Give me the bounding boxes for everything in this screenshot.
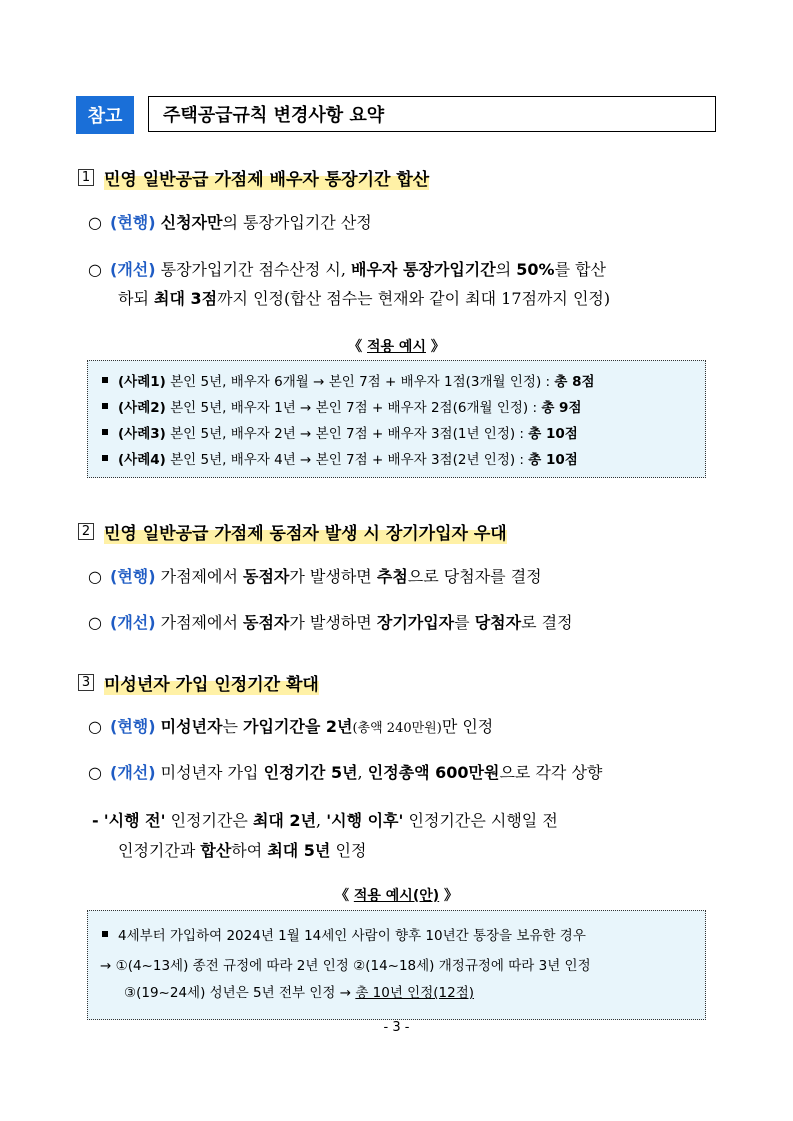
square-bullet-icon	[102, 931, 108, 937]
example-row: ③(19~24세) 성년은 5년 전부 인정 → 총 10년 인정(12점)	[124, 985, 475, 1001]
example-row: (사례4) 본인 5년, 배우자 4년 → 본인 7점 + 배우자 3점(2년 인정) : 총 10점	[100, 445, 693, 471]
example-box-2	[87, 910, 706, 1020]
section-2-heading	[78, 519, 507, 544]
example-row: → ①(4~13세) 종전 규정에 따라 2년 인정 ②(14~18세) 개정규정에 따라 3년 인정	[100, 958, 591, 974]
example-title-2: 《 적용 예시(안) 》	[334, 888, 459, 904]
reference-tag: 참고	[76, 96, 134, 134]
section-1-heading	[78, 165, 429, 190]
section-title: 민영 일반공급 가점제 동점자 발생 시 장기가입자 우대	[104, 519, 507, 544]
example-row: (사례3) 본인 5년, 배우자 2년 → 본인 7점 + 배우자 3점(1년 인정) : 총 10점	[100, 419, 693, 445]
page-number: - 3 -	[383, 1020, 410, 1035]
section-number: 1	[78, 169, 94, 186]
example-row: (사례2) 본인 5년, 배우자 1년 → 본인 7점 + 배우자 2점(6개월 인정) : 총 9점	[100, 393, 693, 419]
section-number: 3	[78, 674, 94, 691]
section-title: 민영 일반공급 가점제 배우자 통장기간 합산	[104, 165, 429, 190]
section-3-improve: ○ (개선) 미성년자 가입 인정기간 5년, 인정총액 600만원으로 각각 상향	[88, 758, 602, 788]
section-3-detail: - '시행 전' 인정기간은 최대 2년, '시행 이후' 인정기간은 시행일 전	[92, 811, 558, 830]
square-bullet-icon	[102, 377, 108, 383]
square-bullet-icon	[102, 403, 108, 409]
example-row: 4세부터 가입하여 2024년 1월 14세인 사람이 향후 10년간 통장을 보유한 경우	[100, 919, 693, 949]
section-2-current: ○ (현행) 가점제에서 동점자가 발생하면 추첨으로 당첨자를 결정	[88, 562, 542, 592]
square-bullet-icon	[102, 429, 108, 435]
page-title: 주택공급규칙 변경사항 요약	[148, 96, 716, 132]
square-bullet-icon	[102, 455, 108, 461]
section-3-detail-line2: 인정기간과 합산하여 최대 5년 인정	[118, 841, 367, 860]
section-3-heading	[78, 670, 319, 695]
bullet-icon: ○	[88, 567, 102, 586]
bullet-icon: ○	[88, 260, 102, 279]
bullet-icon: ○	[88, 613, 102, 632]
bullet-icon: ○	[88, 213, 102, 232]
section-title: 미성년자 가입 인정기간 확대	[104, 670, 319, 695]
document-title-bar	[76, 96, 718, 134]
example-title: 《 적용 예시 》	[348, 339, 445, 355]
section-1-current: ○ (현행) 신청자만의 통장가입기간 산정	[88, 208, 372, 238]
example-box-1	[87, 360, 706, 478]
section-1-improve-line2: 하되 최대 3점까지 인정(합산 점수는 현재와 같이 최대 17점까지 인정)	[118, 289, 611, 308]
section-number: 2	[78, 523, 94, 540]
example-row: (사례1) 본인 5년, 배우자 6개월 → 본인 7점 + 배우자 1점(3개월 인정) : 총 8점	[100, 367, 693, 393]
section-2-improve: ○ (개선) 가점제에서 동점자가 발생하면 장기가입자를 당첨자로 결정	[88, 608, 573, 638]
bullet-icon: ○	[88, 763, 102, 782]
section-3-current: ○ (현행) 미성년자는 가입기간을 2년(총액 240만원)만 인정	[88, 712, 493, 744]
bullet-icon: ○	[88, 717, 102, 736]
section-1-improve: ○ (개선) 통장가입기간 점수산정 시, 배우자 통장가입기간의 50%를 합산	[88, 255, 606, 285]
